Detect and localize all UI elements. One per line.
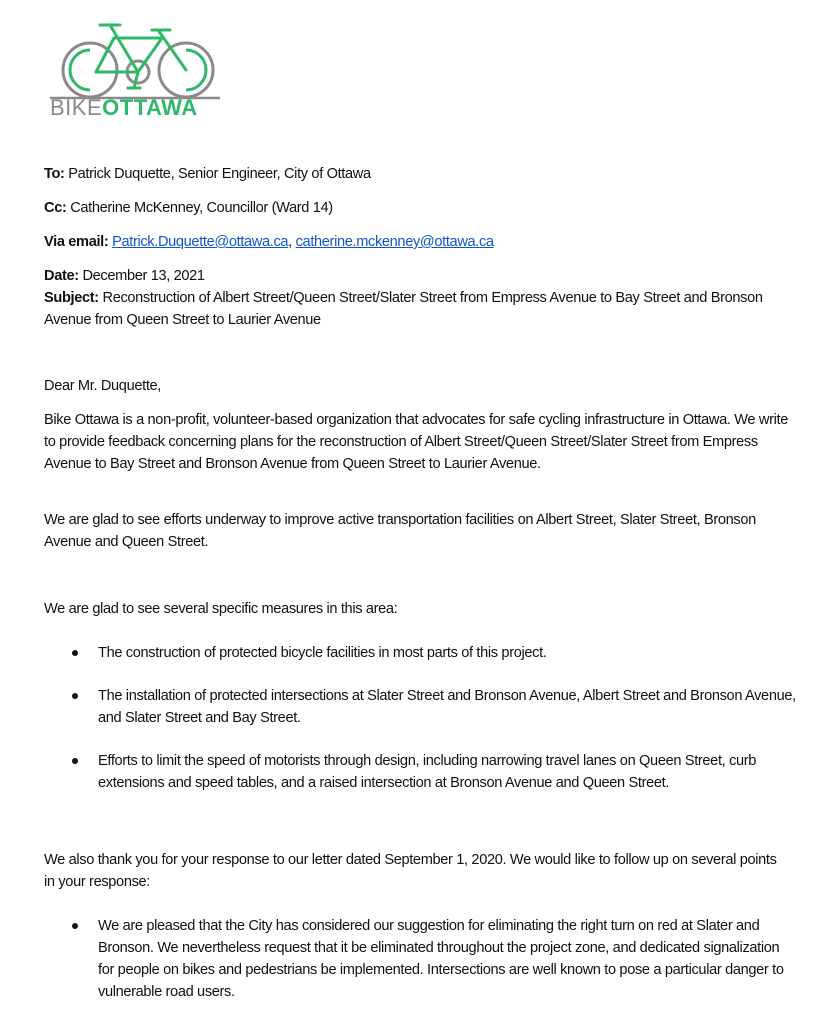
paragraph-measures-intro: We are glad to see several specific measures in this area: — [44, 601, 398, 617]
to-line — [44, 163, 784, 185]
via-email-line — [44, 231, 784, 253]
to-label: To: — [44, 166, 65, 182]
date-line — [44, 265, 784, 287]
measure-text: The installation of protected intersections at Slater Street and Bronson Avenue, Albert Street and Bronson Avenue, and Slater Street and Bay Street. — [98, 688, 796, 726]
email-link-duquette[interactable]: Patrick.Duquette@ottawa.ca — [112, 234, 289, 250]
paragraph-intro: Bike Ottawa is a non-profit, volunteer-based organization that advocates for safe cycling infrastructure in Ottawa. We write to provide feedback concerning plans for the reconstruction of Albert Street/Queen Street/Slater Street from Empress Avenue to Bay Street and Bronson Avenue from Queen Street to Laurier Avenue. — [44, 412, 788, 472]
cc-value: Catherine McKenney, Councillor (Ward 14) — [70, 200, 333, 216]
bullet-icon — [72, 923, 78, 929]
subject-line — [44, 287, 779, 331]
bullet-icon — [72, 650, 78, 656]
email-link-mckenney[interactable]: catherine.mckenney@ottawa.ca — [295, 234, 494, 250]
salutation: Dear Mr. Duquette, — [44, 378, 161, 394]
date-label: Date: — [44, 268, 79, 284]
cc-line — [44, 197, 784, 219]
logo-text-bike: BIKE — [50, 95, 103, 120]
cc-label: Cc: — [44, 200, 67, 216]
logo-wordmark — [50, 95, 198, 121]
email-separator: , — [288, 234, 292, 250]
measure-text: The construction of protected bicycle facilities in most parts of this project. — [98, 645, 547, 661]
bullet-icon — [72, 758, 78, 764]
measure-text: Efforts to limit the speed of motorists through design, including narrowing travel lanes on Queen Street, curb extensions and speed tables, and a raised intersection at Bronson Avenue and Queen Street. — [98, 753, 757, 791]
paragraph-efforts: We are glad to see efforts underway to improve active transportation facilities on Albert Street, Slater Street, Bronson Avenue and Queen Street. — [44, 512, 756, 550]
to-value: Patrick Duquette, Senior Engineer, City of Ottawa — [68, 166, 371, 182]
paragraph-followup-intro: We also thank you for your response to our letter dated September 1, 2020. We would like to follow up on several points in your response: — [44, 852, 777, 890]
via-email-label: Via email: — [44, 234, 109, 250]
followup-text: We are pleased that the City has considered our suggestion for eliminating the right turn on red at Slater and Bronson. We nevertheless request that it be eliminated throughout the project zone, and dedicated signalization for people on bikes and pedestrians be implemented. Intersections are well known to pose a particular danger to vulnerable road users. — [98, 918, 784, 1000]
subject-label: Subject: — [44, 290, 99, 306]
date-value: December 13, 2021 — [82, 268, 205, 284]
logo-text-ottawa: OTTAWA — [102, 95, 198, 120]
bullet-icon — [72, 693, 78, 699]
subject-value: Reconstruction of Albert Street/Queen Street/Slater Street from Empress Avenue to Bay Street and Bronson Avenue from Queen Street to Laurier Avenue — [44, 290, 763, 328]
